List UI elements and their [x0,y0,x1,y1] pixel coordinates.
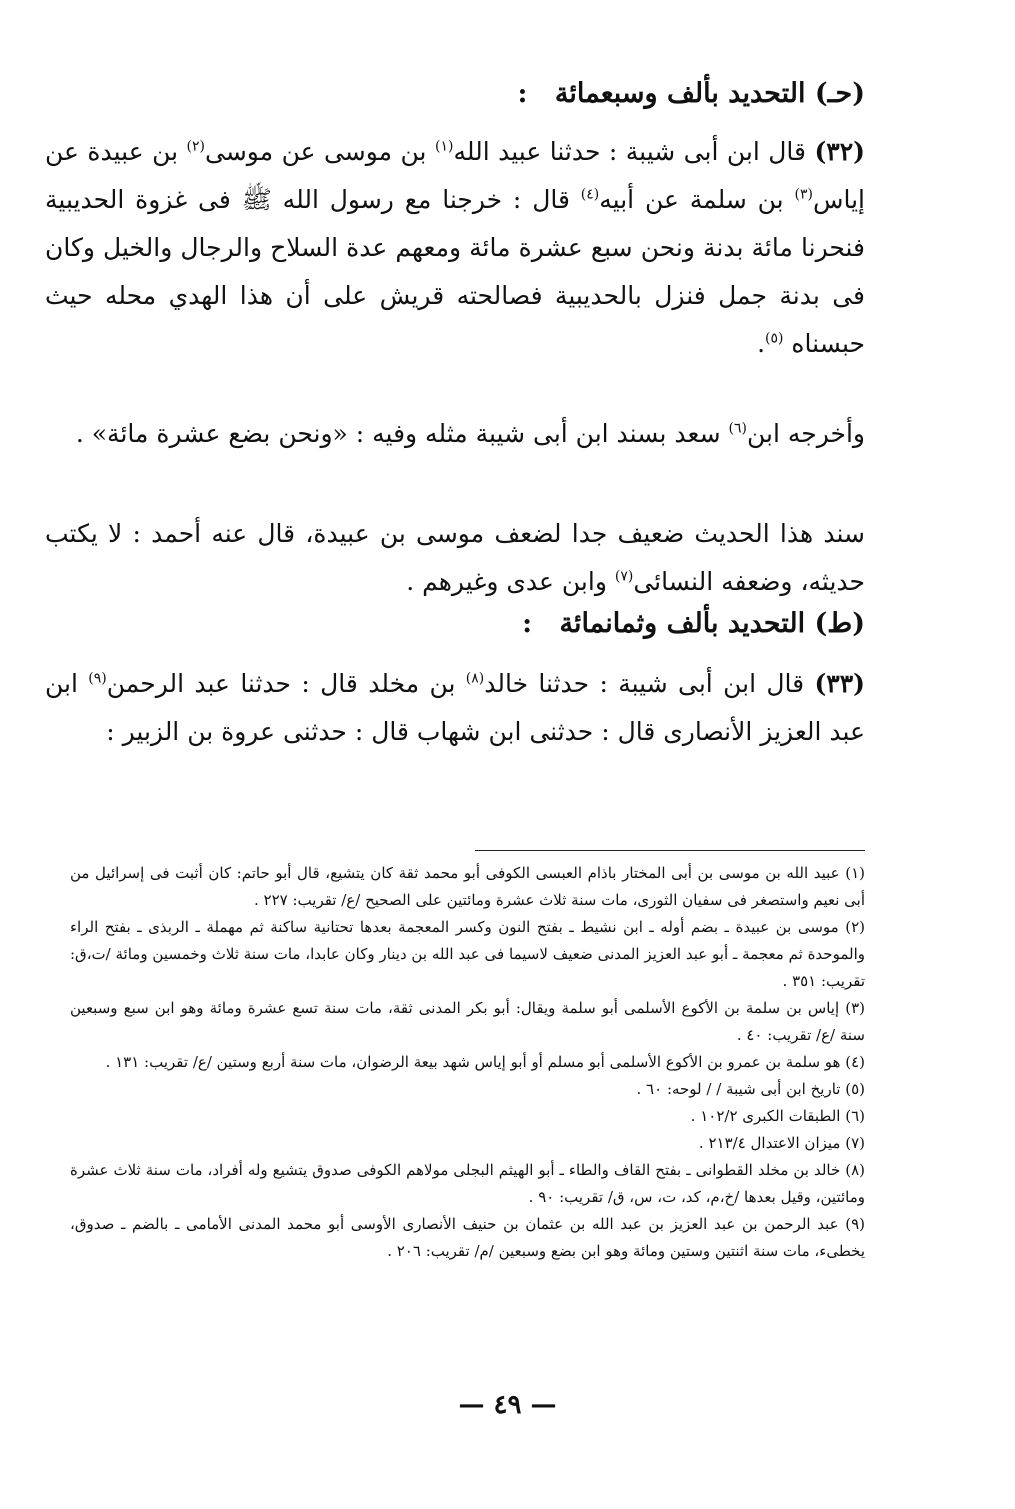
footnote-ref: (٩) [88,670,107,687]
footnote-3: (٣) إياس بن سلمة بن الأكوع الأسلمى أبو سلمة ويقال: أبو بكر المدنى ثقة، مات سنة تسع عشرة ومائة وهو ابن سبع وسبعين سنة /ع/ تقريب: ٤٠ . [70,999,865,1044]
takhrij-paragraph [45,410,865,458]
footnote-ref: (٣) [794,186,813,203]
footnote-ref: (٢) [186,138,206,155]
page-number: — ٤٩ — [458,1390,557,1420]
isnad-text: وابن عدى وغيرهم . [406,567,615,596]
hadith-text: ابن عبد العزيز الأنصارى قال : حدثنى ابن شهاب قال : حدثنى عروة بن الزبير : [45,669,865,746]
hadith-text: بن عبيدة عن إياس [45,137,866,214]
footnote-ref: (٥) [765,330,784,347]
footnotes-section [70,860,865,1265]
isnad-note-paragraph [45,510,865,606]
hadith-text: قال ابن أبى شيبة : حدثنا عبيد الله [453,137,815,166]
hadith-text: . [757,329,766,358]
hadith-32-paragraph [45,128,865,368]
hadith-text: بن سلمة عن أبيه [599,185,795,214]
footnote-ref: (٨) [465,670,485,687]
footnote-ref: (٦) [728,420,747,437]
footnote-1: (١) عبيد الله بن موسى بن أبى المختار باذام العبسى الكوفى أبو محمد ثقة كان يتشيع، قال أبو حاتم: كان أثبت فى إسرائيل من أبى نعيم واستصغر فى سفيان الثورى، مات سنة ثلاث عشرة ومائتين على الصحيح /ع/ تقريب: ٢٢٧ . [70,864,865,909]
footnote-7: (٧) ميزان الاعتدال ٢١٣/٤ . [698,1134,865,1152]
section-title: (ط) التحديد بألف وثمانمائة [559,608,865,639]
footnote-divider [475,850,865,851]
section-heading-h [45,78,865,110]
section-colon: : [522,608,533,639]
hadith-number: (٣٣) [814,669,865,698]
footnote-8: (٨) خالد بن مخلد القطوانى ـ بفتح القاف والطاء ـ أبو الهيثم البجلى مولاهم الكوفى صدوق يتشيع وله أفراد، مات سنة ثلاث عشرة ومائتين، وقيل بعدها /خ،م، كد، ت، س، ق/ تقريب: ٩٠ . [70,1161,865,1206]
hadith-text: بن موسى عن موسى [205,137,435,166]
footnote-ref: (٧) [614,568,634,585]
footnote-4: (٤) هو سلمة بن عمرو بن الأكوع الأسلمى أبو مسلم أو أبو إياس شهد بيعة الرضوان، مات سنة أربع وستين /ع/ تقريب: ١٣١ . [105,1053,865,1071]
hadith-33-paragraph [45,660,865,756]
hadith-text: قال : خرجنا مع رسول الله ﷺ فى غزوة الحديبية فنحرنا مائة بدنة ونحن سبع عشرة مائة ومعهم عدة السلاح والرجال والخيل وكان فى بدنة جمل فنزل بالحديبية فصالحته قريش على أن هذا الهدي محله حيث حبسناه [45,185,865,358]
takhrij-text: وأخرجه ابن [746,419,865,448]
footnote-ref: (١) [434,138,454,155]
section-title: (حـ) التحديد بألف وسبعمائة [554,78,865,109]
footnote-6: (٦) الطبقات الكبرى ١٠٢/٢ . [690,1107,865,1125]
footnote-5: (٥) تاريخ ابن أبى شيبة / / لوحه: ٦٠ . [636,1080,865,1098]
footnote-ref: (٤) [580,186,600,203]
section-heading-t [45,608,865,640]
hadith-number: (٣٢) [814,137,865,166]
hadith-text: بن مخلد قال : حدثنا عبد الرحمن [106,669,466,698]
section-colon: : [517,78,528,109]
takhrij-text: سعد بسند ابن أبى شيبة مثله وفيه : «ونحن بضع عشرة مائة» . [75,419,729,448]
isnad-text: سند هذا الحديث ضعيف جدا لضعف موسى بن عبيدة، قال عنه أحمد : لا يكتب حديثه، وضعفه النسائى [45,519,865,596]
footnote-9: (٩) عبد الرحمن بن عبد العزيز بن عبد الله بن عثمان بن حنيف الأنصارى الأوسى أبو محمد المدنى الأمامى ـ بالضم ـ صدوق، يخطىء، مات سنة اثنتين وستين ومائة وهو ابن بضع وسبعين /م/ تقريب: ٢٠٦ . [70,1215,865,1260]
footnote-2: (٢) موسى بن عبيدة ـ بضم أوله ـ ابن نشيط ـ بفتح النون وكسر المعجمة بعدها تحتانية ساكنة ثم مهملة ـ الربذى ـ بفتح الراء والموحدة ثم معجمة ـ أبو عبد العزيز المدنى ضعيف لاسيما فى عبد الله بن دينار وكان عابدا، مات سنة ثلاث وخمسين ومائة /ت،ق: تقريب: ٣٥١ . [70,918,865,990]
hadith-text: قال ابن أبى شيبة : حدثنا خالد [484,669,815,698]
